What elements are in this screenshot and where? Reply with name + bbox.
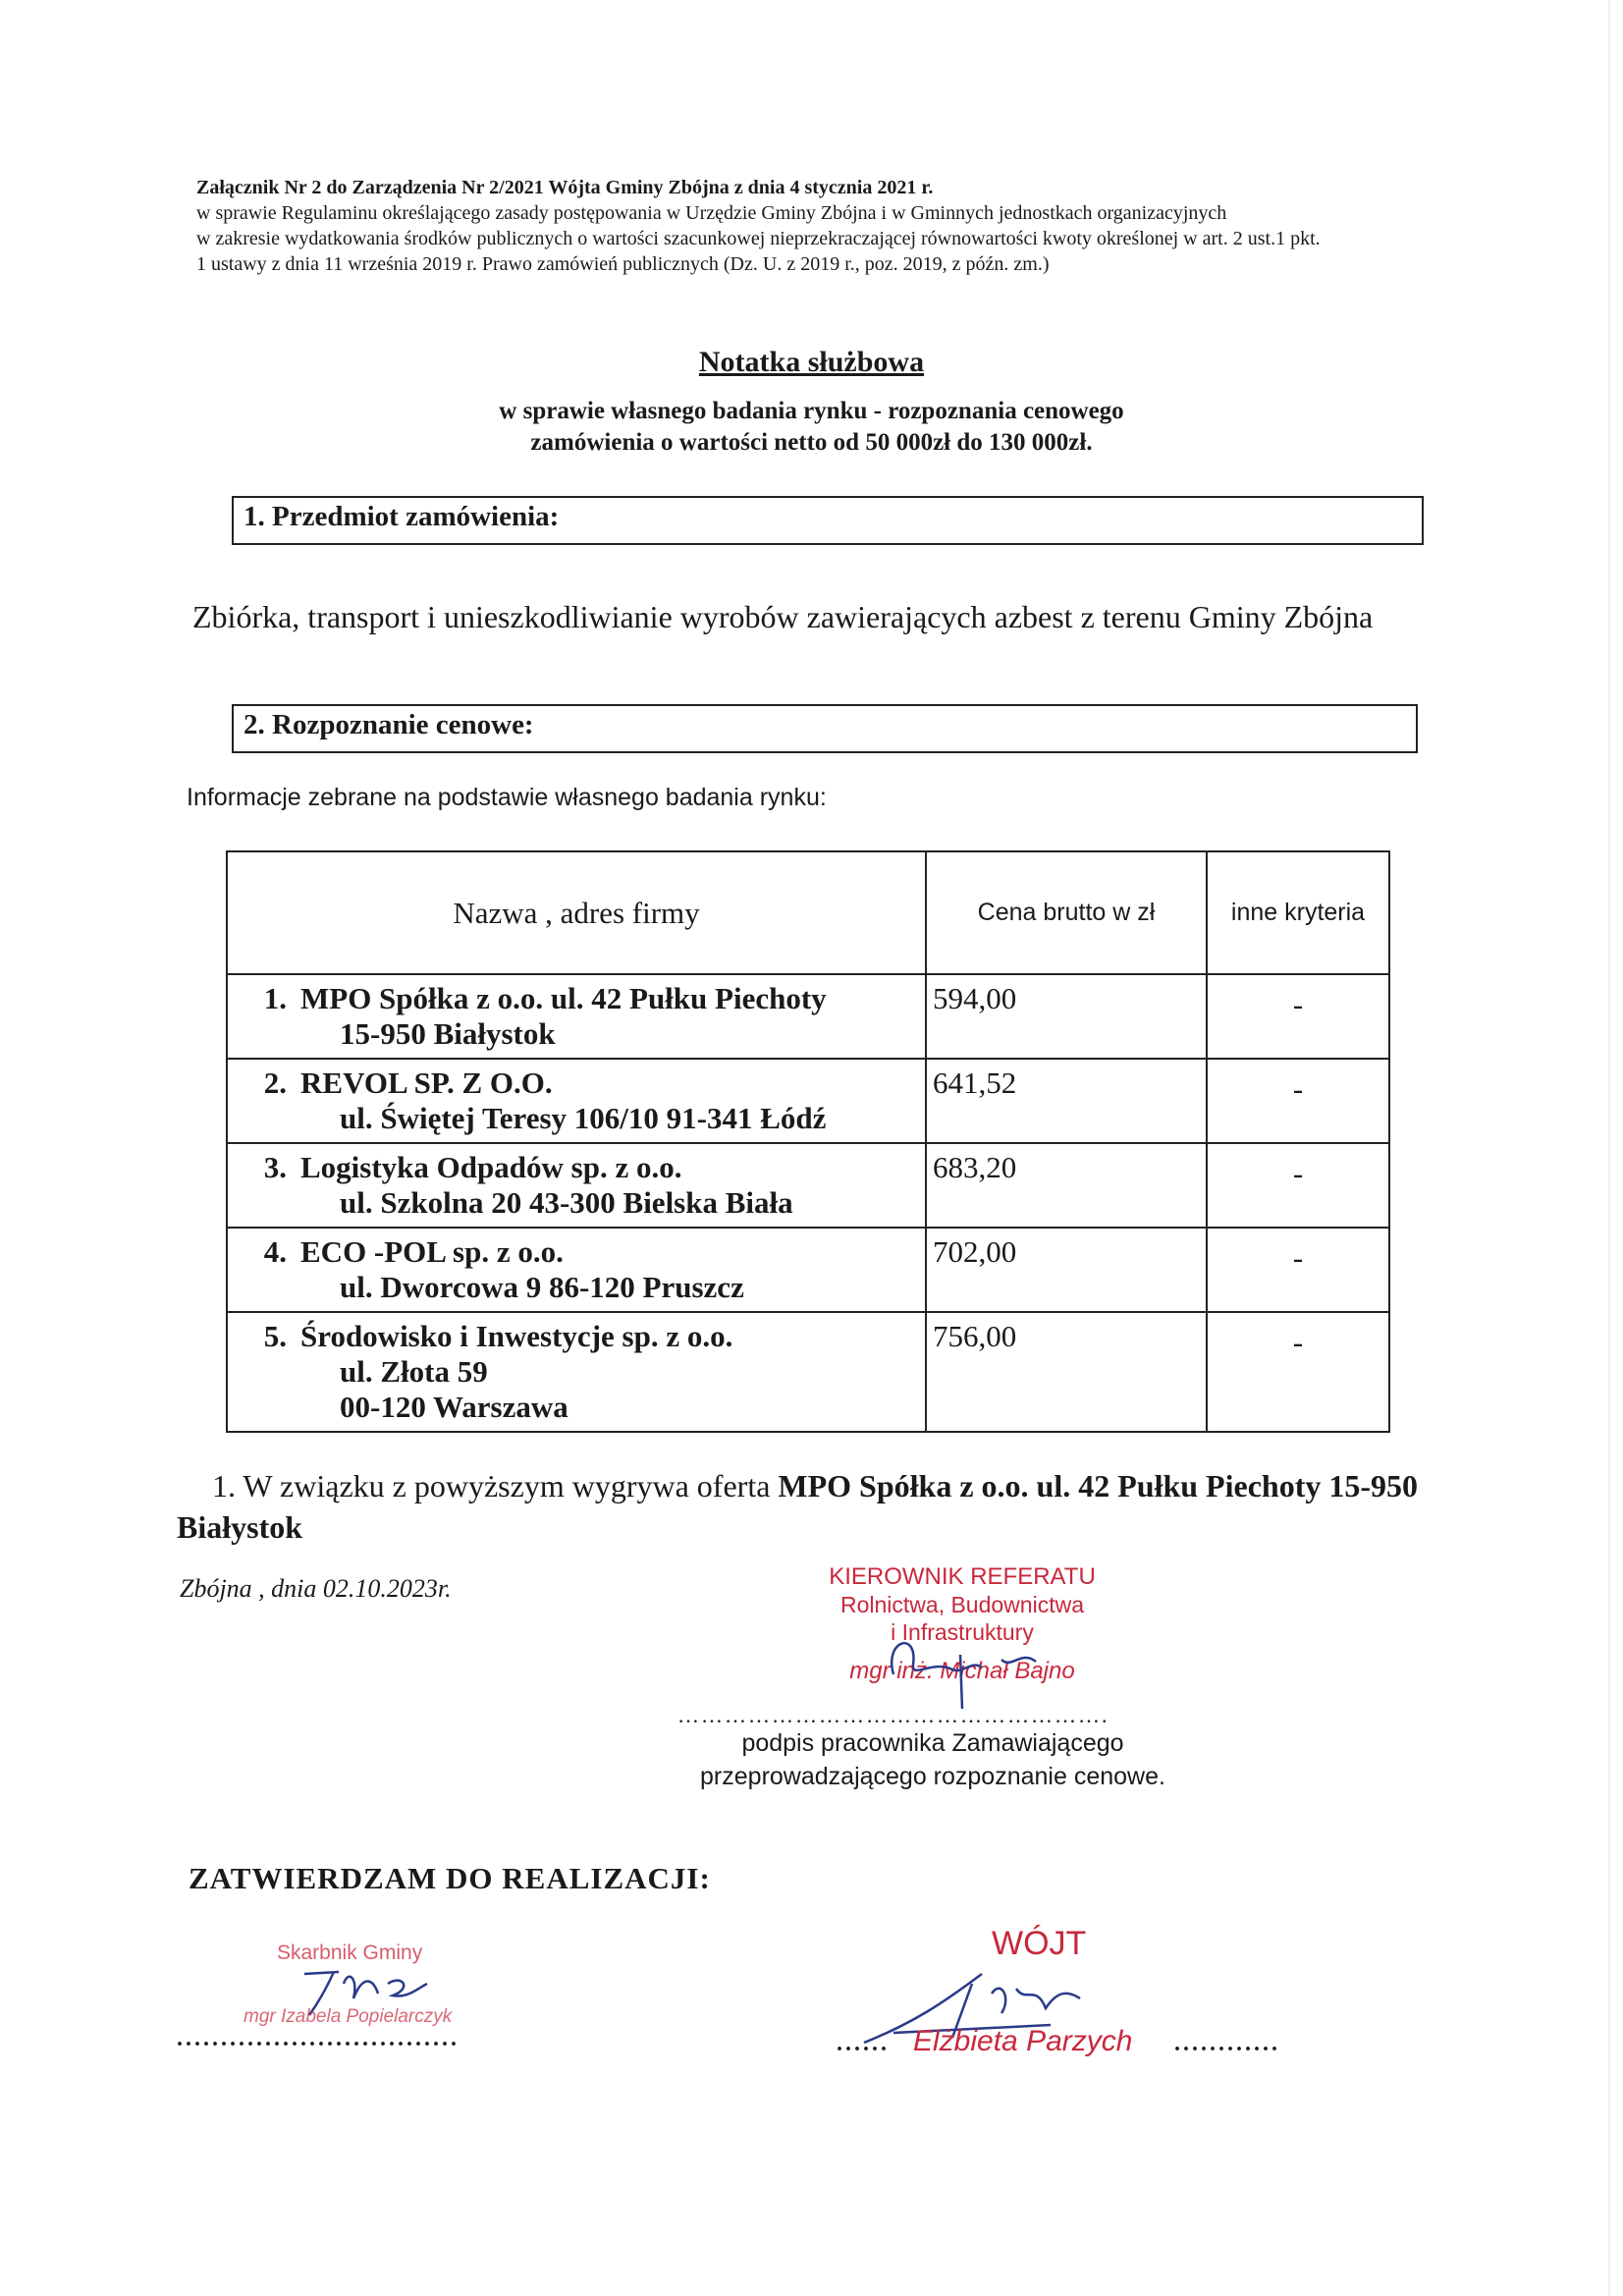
wojt-stamp-name: Elżbieta Parzych [913,2025,1133,2057]
signature-caption-line-1: podpis pracownika Zamawiającego [741,1729,1124,1757]
company-city: 00-120 Warszawa [340,1390,568,1424]
company-address: ul. Świętej Teresy 106/10 91-341 Łódź [340,1101,827,1135]
company-cell [227,1312,926,1432]
company-name: Logistyka Odpadów sp. z o.o. [300,1150,682,1184]
company-address: ul. Złota 59 [340,1354,488,1389]
company-address: 15-950 Białystok [340,1016,556,1051]
column-header-name: Nazwa , adres firmy [227,851,926,974]
scan-edge [1608,0,1610,2296]
place-and-date: Zbójna , dnia 02.10.2023r. [180,1574,452,1603]
company-cell [227,974,926,1059]
document-header [196,175,1463,277]
signature-caption [677,1726,1188,1793]
document-title: Notatka służbowa [698,346,925,378]
other-criteria-cell: - [1207,1312,1389,1432]
conclusion-text: W związku z powyższym wygrywa oferta [243,1468,771,1503]
subtitle-line-1: w sprawie własnego badania rynku - rozpoznania cenowego [499,398,1124,424]
header-line-2: w sprawie Regulaminu określającego zasady postępowania w Urzędzie Gminy Zbójna i w Gminnych jednostkach organizacyjnych [196,202,1227,224]
column-header-other: inne kryteria [1207,851,1389,974]
column-header-price: Cena brutto w zł [926,851,1207,974]
winning-offer: MPO Spółka z o.o. ul. 42 Pułku Piechoty 15-950 Białystok [177,1468,1418,1545]
row-number: 2. [263,1066,287,1100]
company-name: Środowisko i Inwestycje sp. z o.o. [300,1319,733,1353]
department-head-signature [864,1620,1080,1709]
table-header-row [227,851,1389,974]
other-criteria-cell: - [1207,1143,1389,1228]
company-address: ul. Dworcowa 9 86-120 Pruszcz [340,1270,744,1304]
signature-dots: ………………………………………………. [677,1703,1109,1727]
price-cell: 641,52 [926,1059,1207,1143]
company-cell [227,1143,926,1228]
stamp-name: mgr inż. Michał Bajno [849,1658,1075,1684]
table-row [227,1143,1389,1228]
stamp-line-3: i Infrastruktury [891,1619,1034,1645]
market-research-info: Informacje zebrane na podstawie własnego badania rynku: [187,784,827,811]
table-row [227,1228,1389,1312]
price-offers-table [226,850,1390,1433]
table-row [227,1059,1389,1143]
treasurer-signature-dots: ................................ [177,2026,460,2051]
company-name: REVOL SP. Z O.O. [300,1066,553,1100]
company-cell [227,1228,926,1312]
price-cell: 756,00 [926,1312,1207,1432]
company-name: ECO -POL sp. z o.o. [300,1234,564,1269]
order-subject: Zbiórka, transport i unieszkodliwianie wyrobów zawierających azbest z terenu Gminy Zbójna [192,599,1374,634]
company-cell [227,1059,926,1143]
conclusion-number: 1. [212,1468,236,1503]
dots-before: ...... [837,2031,890,2056]
conclusion [177,1465,1434,1548]
other-criteria-cell: - [1207,1059,1389,1143]
document-subtitle [0,396,1623,459]
header-line-4: 1 ustawy z dnia 11 września 2019 r. Prawo zamówień publicznych (Dz. U. z 2019 r., poz. 2019, z późn. zm.) [196,253,1050,275]
section-2-heading: 2. Rozpoznanie cenowe: [232,704,1418,753]
other-criteria-cell: - [1207,974,1389,1059]
treasurer-stamp-name: mgr Izabela Popielarczyk [243,2006,453,2027]
wojt-stamp-title: WÓJT [992,1925,1087,1962]
row-number: 1. [263,981,287,1015]
price-cell: 594,00 [926,974,1207,1059]
price-cell: 702,00 [926,1228,1207,1312]
other-criteria-cell: - [1207,1228,1389,1312]
row-number: 5. [263,1319,287,1353]
header-line-1: Załącznik Nr 2 do Zarządzenia Nr 2/2021 Wójta Gminy Zbójna z dnia 4 stycznia 2021 r. [196,177,934,198]
stamp-line-1: KIEROWNIK REFERATU [829,1563,1096,1590]
row-number: 4. [263,1234,287,1269]
section-1-heading: 1. Przedmiot zamówienia: [232,496,1424,545]
approval-heading: ZATWIERDZAM DO REALIZACJI: [189,1861,711,1895]
header-line-3: w zakresie wydatkowania środków publicznych o wartości szacunkowej nieprzekraczającej równowartości kwoty określonej w art. 2 ust.1 pkt. [196,228,1321,249]
company-address: ul. Szkolna 20 43-300 Bielska Biała [340,1185,793,1220]
table-row [227,1312,1389,1432]
row-number: 3. [263,1150,287,1184]
table-row [227,974,1389,1059]
subtitle-line-2: zamówienia o wartości netto od 50 000zł do 130 000zł. [530,429,1093,456]
treasurer-stamp-title: Skarbnik Gminy [277,1941,423,1964]
company-name: MPO Spółka z o.o. ul. 42 Pułku Piechoty [300,981,827,1015]
dots-after: ............ [1174,2031,1280,2056]
price-cell: 683,20 [926,1143,1207,1228]
signature-caption-line-2: przeprowadzającego rozpoznanie cenowe. [700,1763,1165,1790]
stamp-line-2: Rolnictwa, Budownictwa [839,1592,1084,1617]
